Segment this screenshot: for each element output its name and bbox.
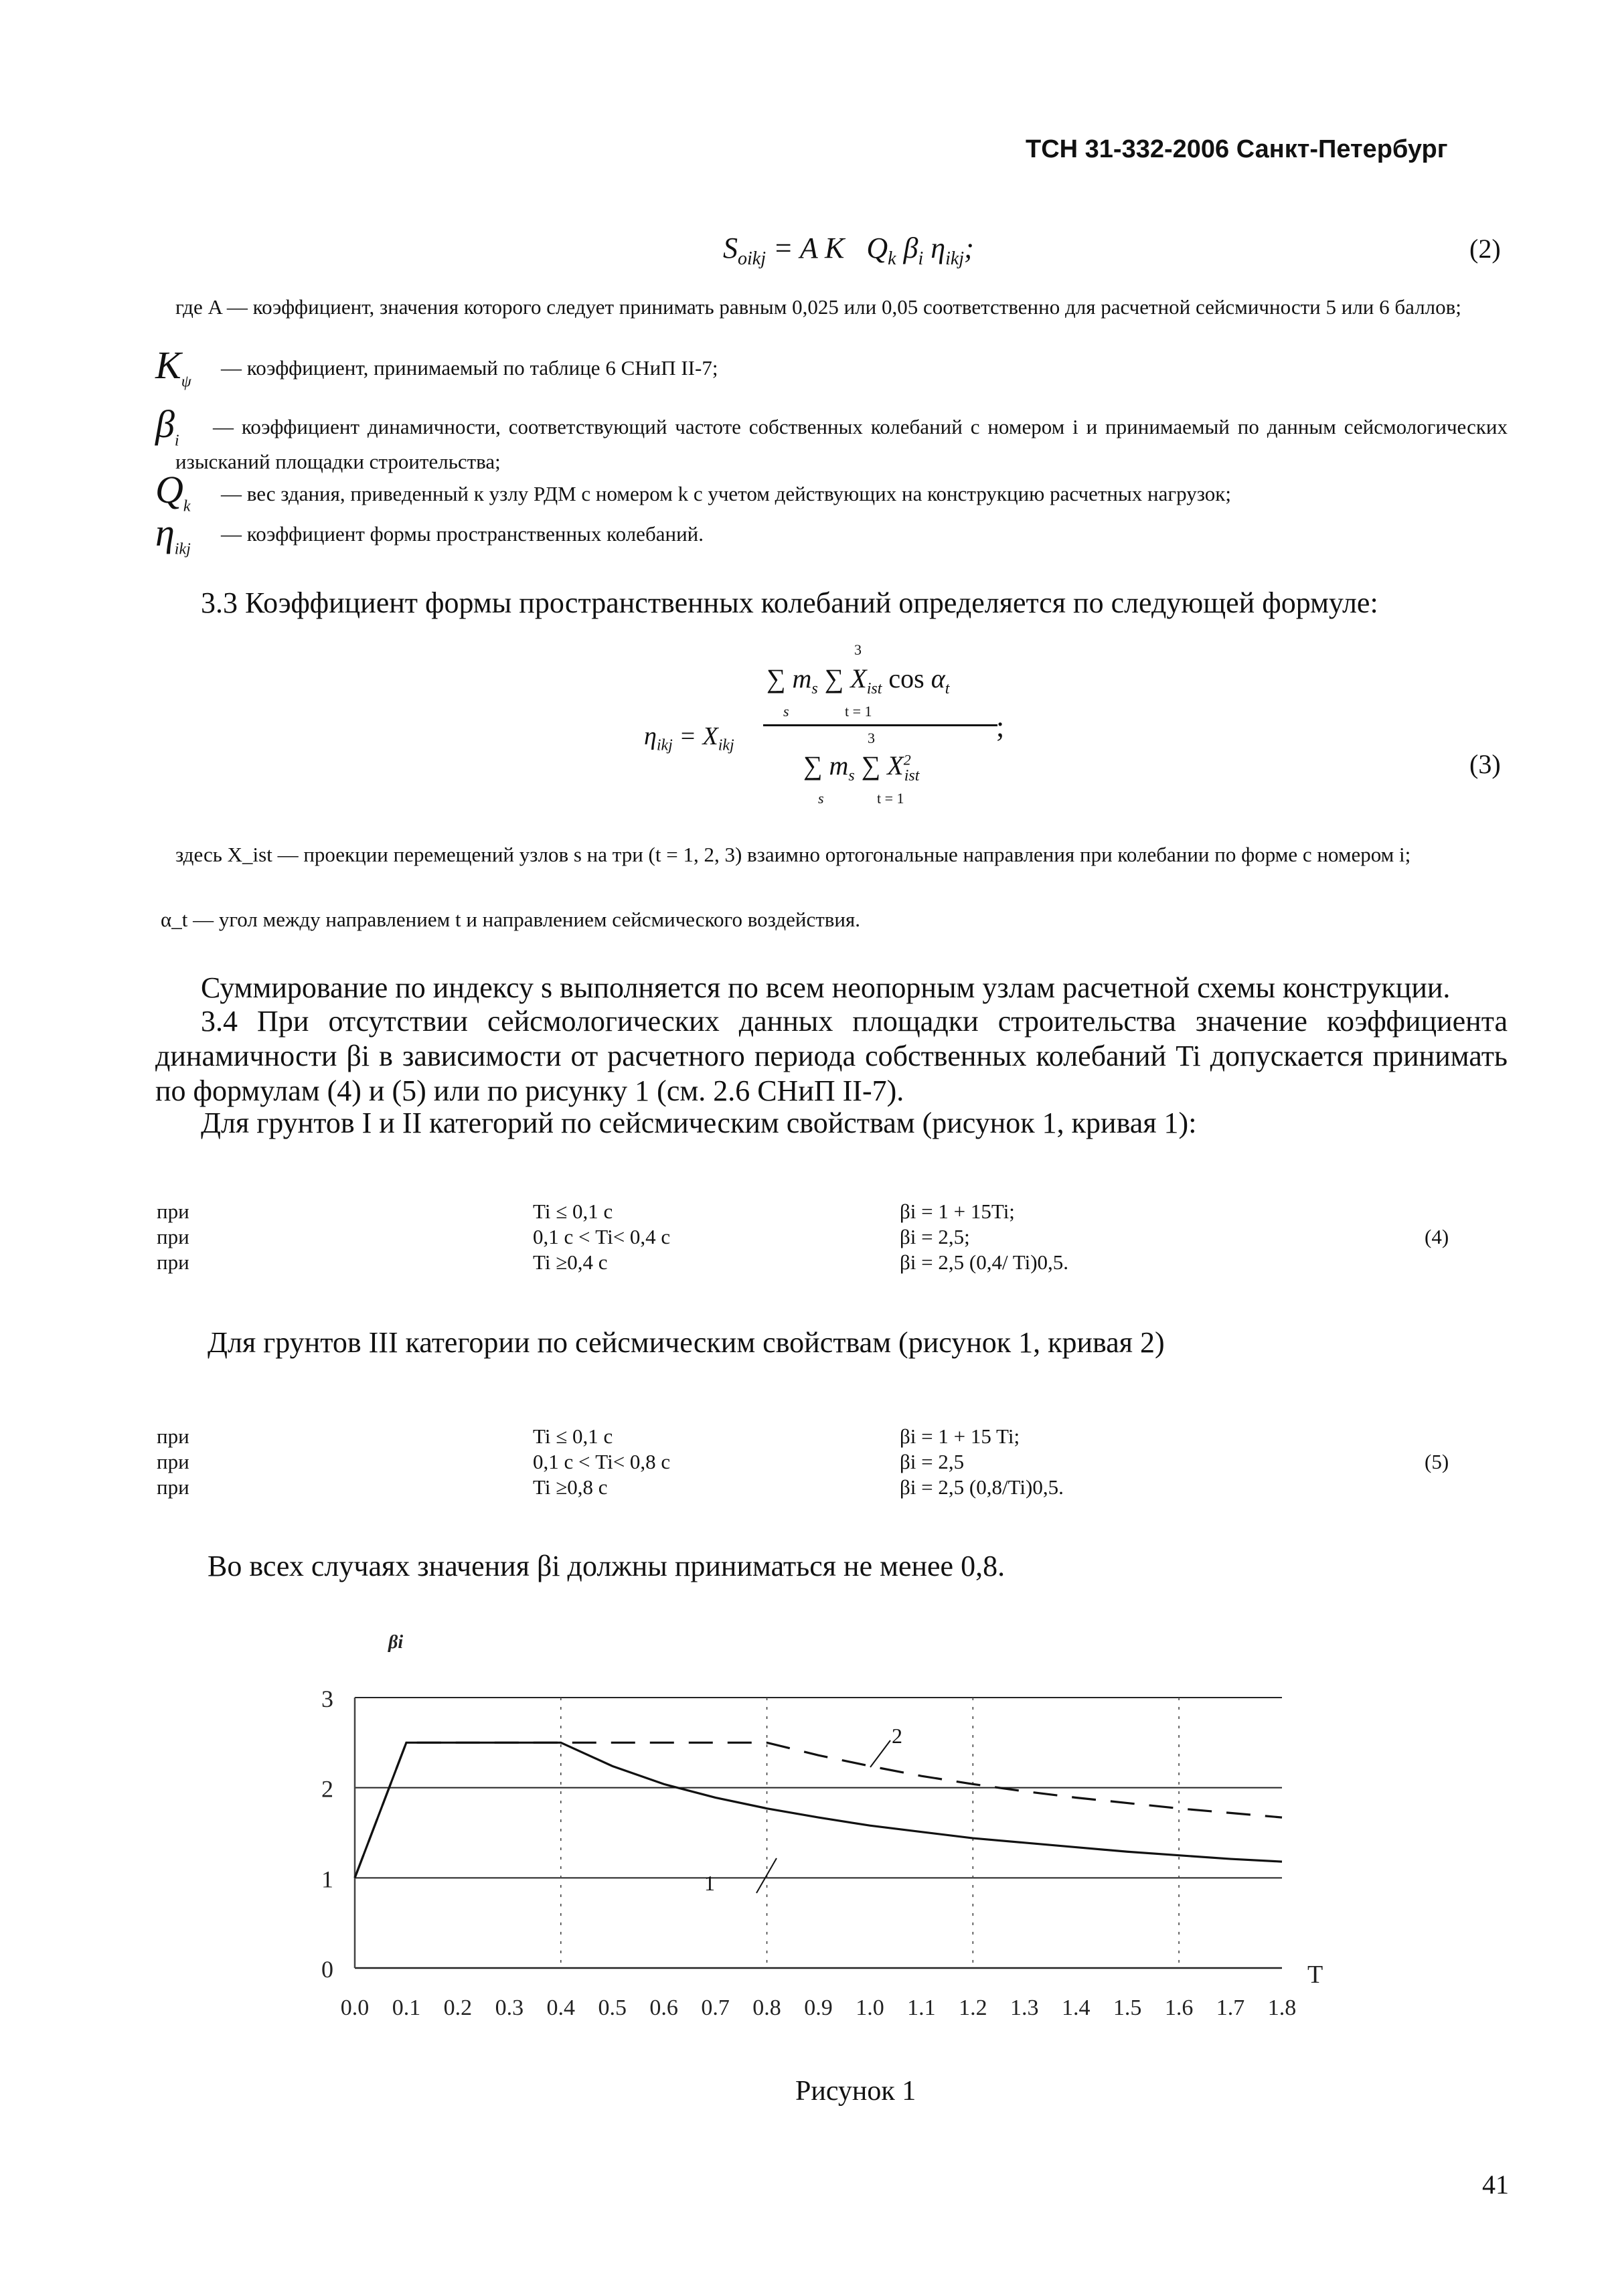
formula-2-number: (2) — [1469, 234, 1501, 264]
definition-beta: — коэффициент динамичности, соответствующий частоте собственных колебаний с номером i и принимаемый по данным сейсмологических изысканий площадки строительства; — [175, 415, 1508, 473]
table5-condition: 0,1 с < Ti< 0,8 с — [533, 1450, 671, 1473]
y-tick-label: 3 — [321, 1686, 333, 1712]
x-tick-label: 1.1 — [907, 1995, 936, 2020]
table5-condition: Ti ≤ 0,1 с — [533, 1424, 613, 1448]
paragraph-minimum: Во всех случаях значения βi должны приниматься не менее 0,8. — [208, 1550, 1005, 1582]
table4-condition: Ti ≤ 0,1 с — [533, 1200, 613, 1223]
table5-label: при — [157, 1475, 189, 1499]
table5-label: при — [157, 1450, 189, 1473]
series-label: 2 — [892, 1724, 902, 1748]
table4-label: при — [157, 1250, 189, 1274]
definition-alpha: α_t — угол между направлением t и направлением сейсмического воздействия. — [161, 908, 861, 931]
x-tick-label: 0.4 — [546, 1995, 576, 2020]
table4-formula: βi = 2,5 (0,4/ Ti)0,5. — [900, 1250, 1069, 1274]
table4-condition: Ti ≥0,4 с — [533, 1250, 608, 1274]
paragraph-soil-1-2: Для грунтов I и II категорий по сейсмическим свойствам (рисунок 1, кривая 1): — [201, 1106, 1197, 1139]
paragraph-3-4: 3.4 При отсутствии сейсмологических данных площадки строительства значение коэффициента динамичности βi в зависимости от расчетного периода собственных колебаний Ti допускается принимать по формулам (4) и (5) или по рисунку 1 (см. 2.6 СНиП II-7). — [155, 1005, 1508, 1107]
y-tick-label: 1 — [321, 1866, 333, 1893]
symbol-beta: $\beta_i$ — [155, 402, 179, 450]
page-header: ТСН 31-332-2006 Санкт-Петербург — [1026, 135, 1448, 163]
symbol-Q: $Q_k$ — [155, 468, 191, 515]
x-tick-label: 1.2 — [959, 1995, 987, 2020]
paragraph-summation: Суммирование по индексу s выполняется по всем неопорным узлам расчетной схемы конструкции. — [201, 971, 1451, 1004]
x-tick-label: 0.7 — [701, 1995, 730, 2020]
document-page: ТСН 31-332-2006 Санкт-Петербург $S_{oikj} = A$ K $Q_k$ $\beta_i$ $\eta_{ikj}$; (2) где A — коэффициент, значения которого следует принимать равным 0,025 или 0,05 соответственно для расчетной сейсмичности 5 или 6 баллов; $K_\psi$ — коэффициент, принимаемый по таблице 6 СНиП II-7; $\beta_i$ — коэффициент динамичности, соответствующий частоте собственных колебаний с номером i и принимаемый по данным сейсмологических изысканий площадки строительства; $Q_k$ — вес здания, приведенный к узлу РДМ с номером k с учетом действующих на конструкцию расчетных нагрузок; $\eta_{ikj}$ — коэффициент формы пространственных колебаний. 3.3 Коэффициент формы пространственных колебаний определяется по следующей формуле: $\eta_{ikj} = X_{ikj}$ ∑ $m_s$ ∑ $X_{ist}$ $\cos \alpha_t$ 3 s t = 1 ; 3 ∑ $m_s$ ∑ $X^2_{ist}$ s t = 1 (3) здесь X_ist — проекции перемещений узлов s на три (t = 1, 2, 3) взаимно ортогональные направления при колебании по форме с номером i; α_t — угол между направлением t и направлением сейсмического воздействия. Суммирование по индексу s выполняется по всем неопорным узлам расчетной схемы конструкции. 3.4 При отсутствии сейсмологических данных площадки строительства значение коэффициента динамичности βi в зависимости от расчетного периода собственных колебаний Ti допускается принимать по формулам (4) и (5) или по рисунку 1 (см. 2.6 СНиП II-7). Для грунтов I и II категорий по сейсмическим свойствам (рисунок 1, кривая 1): при при при Ti ≤ 0,1 с 0,1 с < Ti< 0,4 с Ti ≥0,4 с βi = 1 + 15Ti; βi = 2,5; βi = 2,5 (0,4/ Ti)0,5. (4) Для грунтов III категории по сейсмическим свойствам (рисунок 1, кривая 2) при при при Ti ≤ 0,1 с 0,1 с < Ti< 0,8 с Ti ≥0,8 с βi = 1 + 15 Ti; βi = 2,5 βi = 2,5 (0,8/Ti)0,5. (5) Во всех случаях значения βi должны приниматься не менее 0,8. 0 1 2 3 0.0 0.1 0.2 0.3 0.4 0.5 0.6 0.7 0.8 0.9 1.0 1.1 1.2 1.3 1.4 1.5 1.6 1.7 1.8 βi T 1 2 Рисунок 1 41 — [0, 0, 1612, 2296]
table5-formula: βi = 1 + 15 Ti; — [900, 1424, 1020, 1448]
x-tick-label: 1.5 — [1113, 1995, 1142, 2020]
symbol-eta: $\eta_{ikj}$ — [155, 511, 191, 558]
table5-number: (5) — [1425, 1450, 1449, 1473]
x-tick-label: 0.0 — [340, 1995, 370, 2020]
x-tick-label: 0.2 — [443, 1995, 473, 2020]
table5-condition: Ti ≥0,8 с — [533, 1475, 608, 1499]
formula-2: $S_{oikj} = A$ K $Q_k$ $\beta_i$ $\eta_{ikj}$; — [723, 232, 974, 269]
x-tick-label: 1.3 — [1010, 1995, 1039, 2020]
x-tick-label: 0.5 — [598, 1995, 627, 2020]
definition-X: здесь X_ist — проекции перемещений узлов s на три (t = 1, 2, 3) взаимно ортогональные направления при колебании по форме с номером i; — [175, 843, 1411, 866]
x-tick-label: 0.3 — [495, 1995, 524, 2020]
table5-formula: βi = 2,5 — [900, 1450, 965, 1473]
figure-1-chart — [295, 1620, 1352, 2022]
series-line-1 — [355, 1742, 1282, 1878]
x-tick-label: 1.4 — [1061, 1995, 1091, 2020]
x-tick-label: 0.1 — [392, 1995, 421, 2020]
definition-Q: — вес здания, приведенный к узлу РДМ с номером k с учетом действующих на конструкцию расчетных нагрузок; — [221, 482, 1231, 505]
y-tick-label: 0 — [321, 1956, 333, 1983]
formula-3-number: (3) — [1469, 749, 1501, 779]
x-tick-label: 0.8 — [752, 1995, 781, 2020]
definition-K: — коэффициент, принимаемый по таблице 6 СНиП II-7; — [221, 356, 718, 380]
series-line-2 — [355, 1742, 1282, 1878]
table4-number: (4) — [1425, 1225, 1449, 1248]
x-axis-label: T — [1307, 1961, 1323, 1989]
x-tick-label: 1.6 — [1164, 1995, 1194, 2020]
definition-eta: — коэффициент формы пространственных колебаний. — [221, 522, 704, 546]
section-3-3: 3.3 Коэффициент формы пространственных колебаний определяется по следующей формуле: — [201, 586, 1378, 619]
page-number: 41 — [1482, 2169, 1509, 2200]
table4-label: при — [157, 1200, 189, 1223]
table4-label: при — [157, 1225, 189, 1248]
paragraph-soil-3: Для грунтов III категории по сейсмическим свойствам (рисунок 1, кривая 2) — [208, 1326, 1165, 1359]
definition-A: где A — коэффициент, значения которого следует принимать равным 0,025 или 0,05 соответственно для расчетной сейсмичности 5 или 6 баллов; — [175, 295, 1461, 319]
curve-2-leader — [870, 1740, 890, 1767]
table5-label: при — [157, 1424, 189, 1448]
x-tick-label: 0.6 — [649, 1995, 678, 2020]
y-axis-label: βi — [388, 1632, 404, 1653]
x-tick-label: 0.9 — [804, 1995, 833, 2020]
curve-1-leader — [756, 1858, 777, 1893]
table5-formula: βi = 2,5 (0,8/Ti)0,5. — [900, 1475, 1064, 1499]
figure-caption: Рисунок 1 — [795, 2076, 916, 2107]
series-label: 1 — [704, 1871, 715, 1895]
x-tick-label: 1.8 — [1267, 1995, 1297, 2020]
x-tick-label: 1.0 — [856, 1995, 884, 2020]
table4-formula: βi = 2,5; — [900, 1225, 970, 1248]
table4-formula: βi = 1 + 15Ti; — [900, 1200, 1015, 1223]
y-tick-label: 2 — [321, 1775, 333, 1803]
symbol-K: $K_\psi$ — [155, 343, 191, 391]
table4-condition: 0,1 с < Ti< 0,4 с — [533, 1225, 671, 1248]
x-tick-label: 1.7 — [1216, 1995, 1245, 2020]
